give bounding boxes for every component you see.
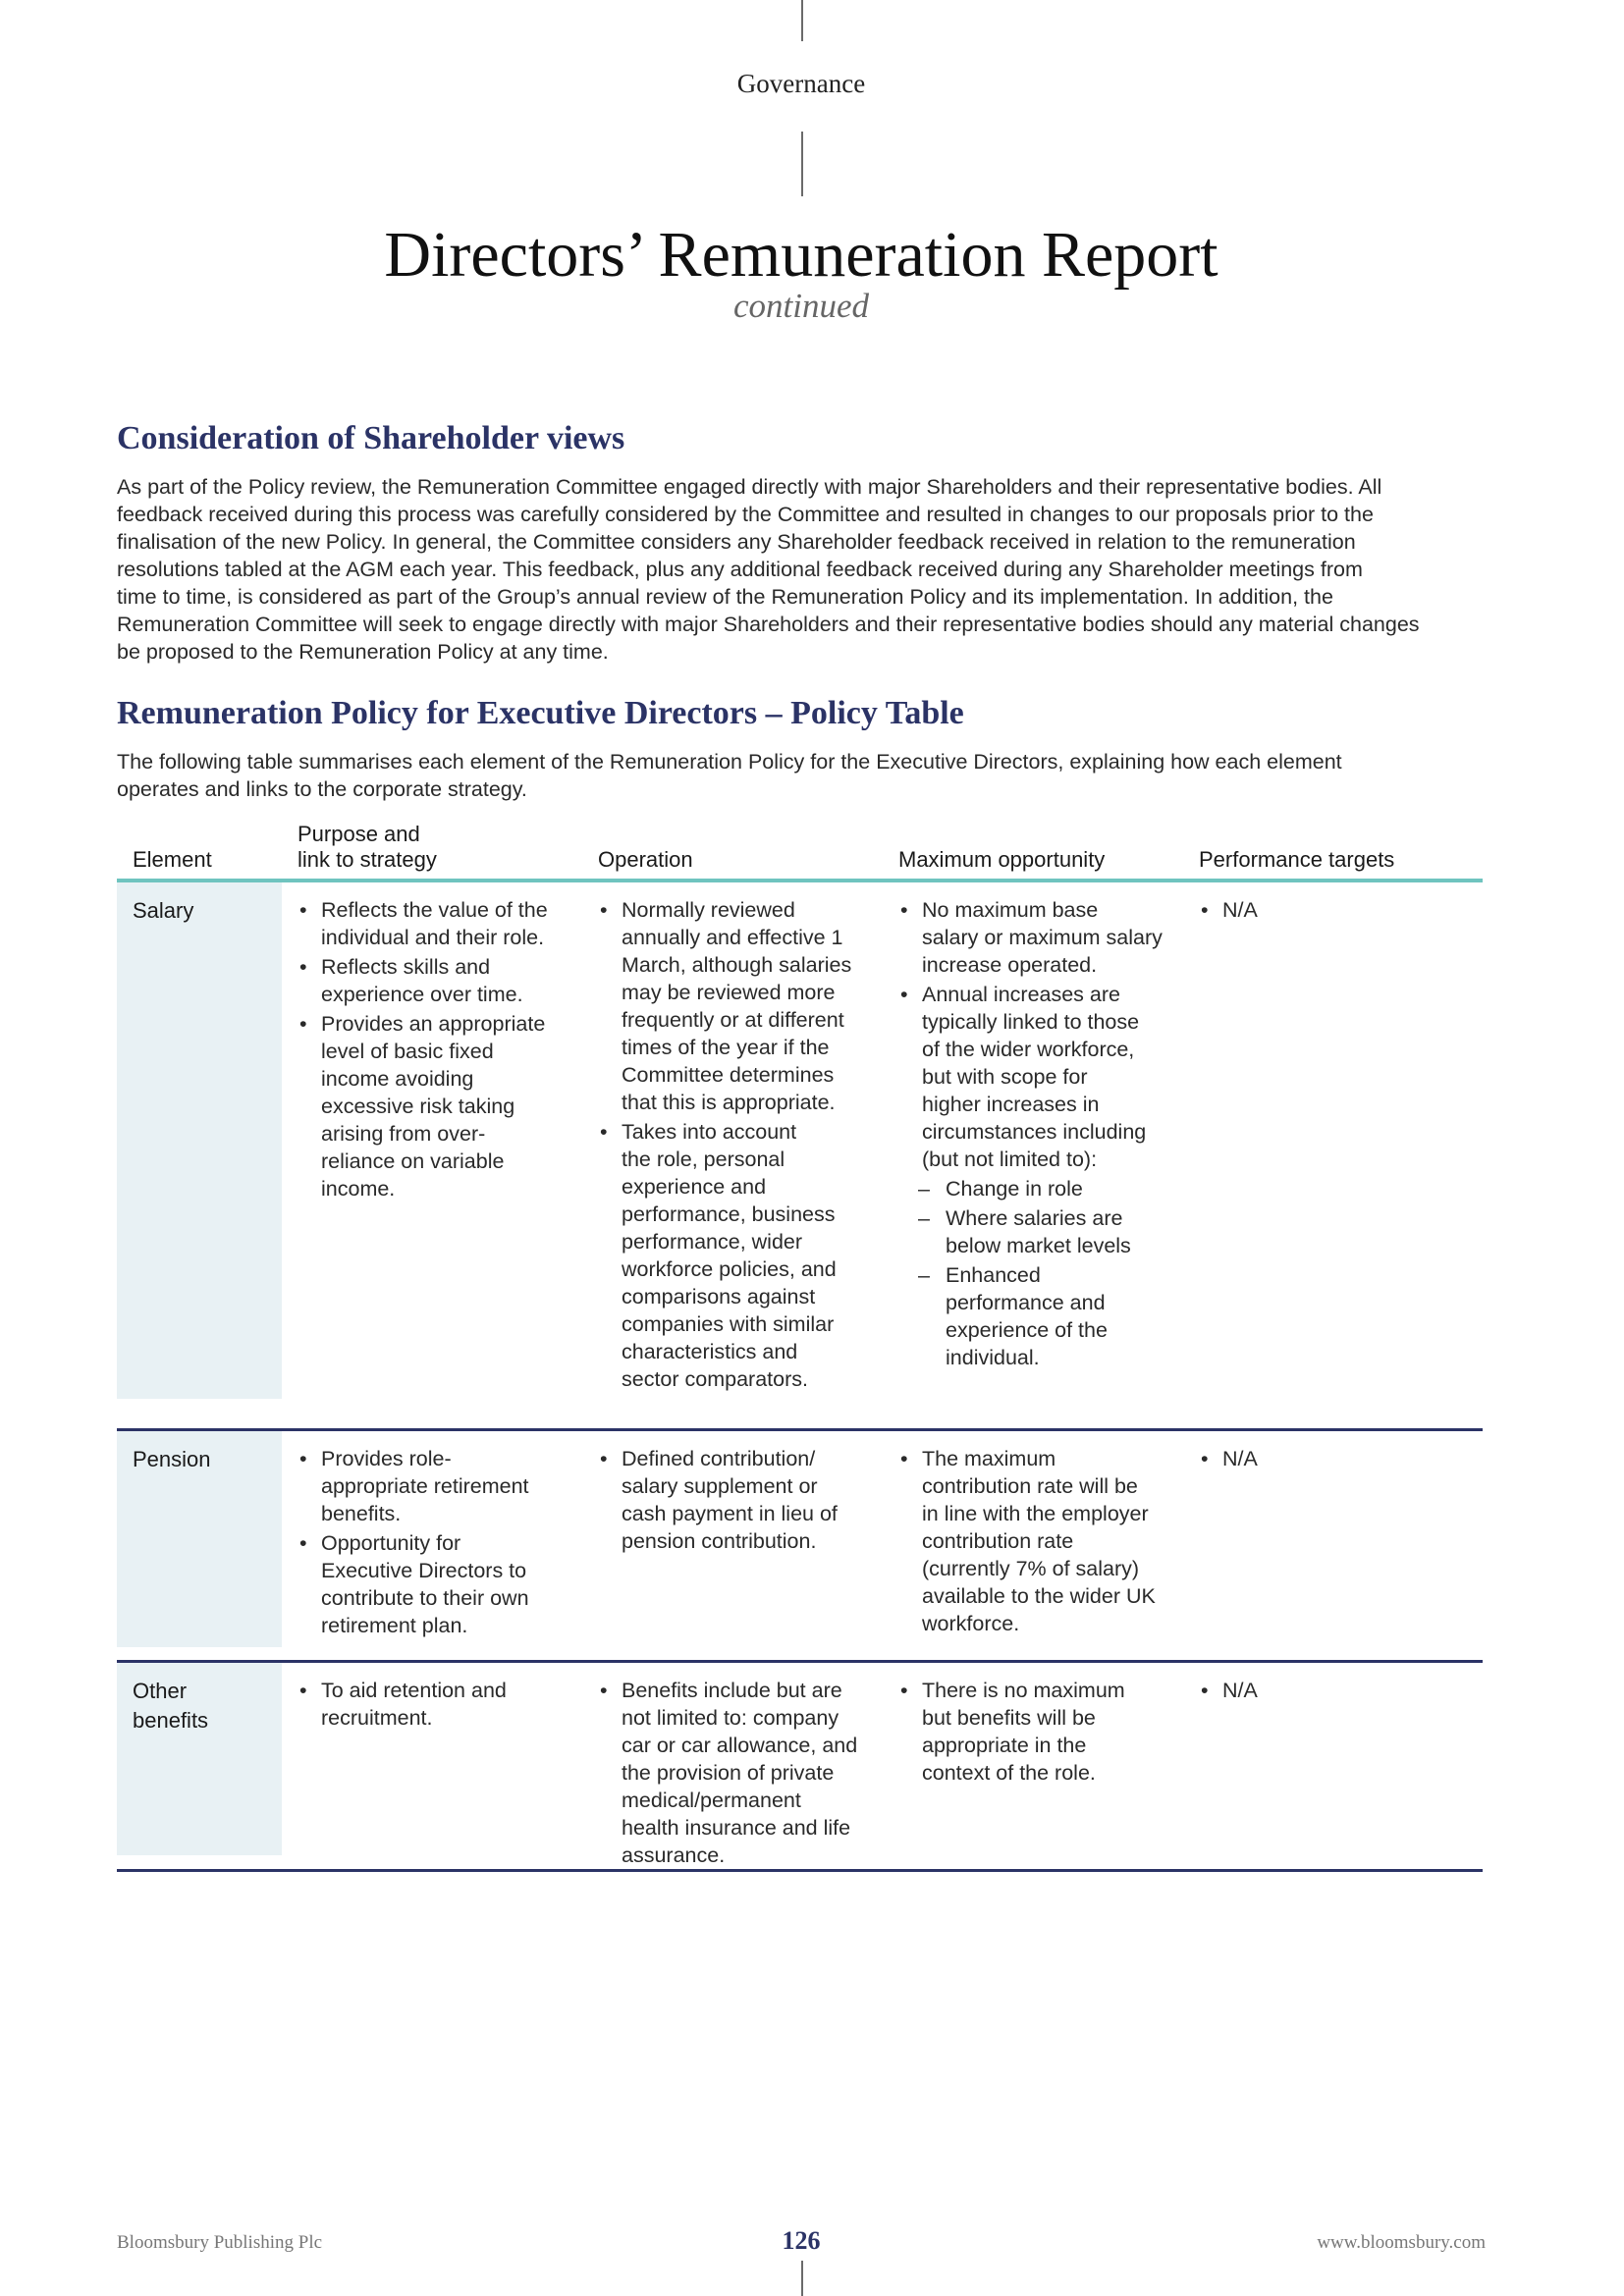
performance-cell [1199, 896, 1474, 926]
list-item-line: benefits. [321, 1502, 402, 1525]
sub-list-item [898, 1204, 1183, 1259]
list-item-line: the role, personal [622, 1148, 785, 1171]
table-bottom-rule [117, 1869, 1483, 1872]
title-divider-line [801, 132, 803, 196]
top-divider-line [801, 0, 803, 41]
list-item-line: • Provides an appropriate [321, 1012, 546, 1036]
list-item-line: contribution rate will be [922, 1474, 1138, 1498]
list-item-line: • Reflects the value of the [321, 898, 548, 922]
purpose-cell [298, 1677, 582, 1734]
list-item-line: Committee determines [622, 1063, 835, 1087]
purpose-cell [298, 896, 582, 1204]
list-item-line: reliance on variable [321, 1149, 505, 1173]
list-item-line: that this is appropriate. [622, 1091, 836, 1114]
list-item-line: available to the wider UK [922, 1584, 1156, 1608]
list-item-line: circumstances including [922, 1120, 1147, 1144]
list-item-line: not limited to: company [622, 1706, 839, 1730]
list-item-line: – Where salaries are [946, 1206, 1123, 1230]
list-item-line: (currently 7% of salary) [922, 1557, 1140, 1580]
table-header [117, 820, 1483, 879]
list-item [1199, 1677, 1474, 1704]
paragraph-line: feedback received during this process was carefully considered by the Committee and resulted in changes to our proposals prior to the [117, 503, 1374, 526]
list-item-line: in line with the employer [922, 1502, 1149, 1525]
sub-list-item [898, 1175, 1183, 1202]
element-label-line: benefits [133, 1708, 209, 1733]
page-subtitle: continued [732, 287, 870, 325]
bottom-divider-line [801, 2261, 803, 2296]
list-item-line: • Takes into account [622, 1120, 797, 1144]
list-item-line: • N/A [1222, 1679, 1258, 1702]
list-item-line: retirement plan. [321, 1614, 468, 1637]
list-item-line: of the wider workforce, [922, 1038, 1135, 1061]
operation-cell [598, 1677, 883, 1871]
list-item-line: performance and [946, 1291, 1106, 1314]
list-item-line: performance, business [622, 1202, 836, 1226]
list-item [1199, 896, 1474, 924]
list-item-line: medical/permanent [622, 1789, 801, 1812]
list-item-line: contribution rate [922, 1529, 1074, 1553]
list-item-line: performance, wider [622, 1230, 803, 1254]
page-number: 126 [782, 2226, 821, 2255]
column-header-operation: Operation [598, 847, 693, 872]
list-item-line: (but not limited to): [922, 1148, 1098, 1171]
operation-cell [598, 896, 883, 1395]
element-label-line: Pension [133, 1447, 211, 1471]
element-label-line: Other [133, 1679, 188, 1703]
list-item-line: Executive Directors to [321, 1559, 527, 1582]
list-item-line: comparisons against [622, 1285, 816, 1308]
list-item [898, 896, 1183, 979]
list-item-line: • N/A [1222, 898, 1258, 922]
list-item-line: but with scope for [922, 1065, 1088, 1089]
list-item-line: cash payment in lieu of [622, 1502, 838, 1525]
list-item-line: pension contribution. [622, 1529, 817, 1553]
sub-list-item [898, 1261, 1183, 1371]
list-item-line: • The maximum [922, 1447, 1056, 1470]
list-item-line: • Provides role- [321, 1447, 452, 1470]
operation-cell [598, 1445, 883, 1557]
list-item [598, 1445, 883, 1555]
list-item-line: workforce. [922, 1612, 1020, 1635]
paragraph-line: As part of the Policy review, the Remuneration Committee engaged directly with major Shareholders and their representative bodies. All [117, 475, 1382, 499]
element-label [133, 1445, 211, 1474]
column-header-performance: Performance targets [1199, 847, 1395, 872]
list-item-line: • Opportunity for [321, 1531, 461, 1555]
list-item [898, 1445, 1183, 1637]
list-item-line: experience over time. [321, 983, 523, 1006]
performance-cell [1199, 1445, 1474, 1474]
column-header-purpose [298, 822, 437, 873]
list-item-line: • Benefits include but are [622, 1679, 842, 1702]
list-item-line: context of the role. [922, 1761, 1096, 1785]
list-item [298, 896, 582, 951]
list-item-line: individual. [946, 1346, 1040, 1369]
list-item-line: characteristics and [622, 1340, 798, 1363]
list-item-line: individual and their role. [321, 926, 545, 949]
list-item-line: higher increases in [922, 1093, 1100, 1116]
list-item [298, 1677, 582, 1732]
page-title: Directors’ Remuneration Report [384, 219, 1218, 291]
paragraph-line: time to time, is considered as part of the Group’s annual review of the Remuneration Policy and its implementation. In addition, the [117, 585, 1333, 609]
list-item-line: • N/A [1222, 1447, 1258, 1470]
list-item-line: • Annual increases are [922, 983, 1120, 1006]
list-item-line: • Normally reviewed [622, 898, 795, 922]
list-item-line: contribute to their own [321, 1586, 529, 1610]
list-item-line: salary supplement or [622, 1474, 818, 1498]
table-row [117, 882, 1483, 1416]
list-item-line: annually and effective 1 [622, 926, 843, 949]
list-item-line: but benefits will be [922, 1706, 1096, 1730]
list-item-line: increase operated. [922, 953, 1098, 977]
list-item [298, 1529, 582, 1639]
purpose-cell [298, 1445, 582, 1641]
list-item-line: experience of the [946, 1318, 1108, 1342]
list-item-line: income. [321, 1177, 396, 1201]
policy-table-intro [117, 748, 1487, 803]
performance-cell [1199, 1677, 1474, 1706]
paragraph-line: operates and links to the corporate strategy. [117, 777, 527, 801]
list-item-line: health insurance and life [622, 1816, 851, 1840]
list-item-line: • To aid retention and [321, 1679, 507, 1702]
list-item [298, 953, 582, 1008]
list-item-line: recruitment. [321, 1706, 433, 1730]
list-item-line: companies with similar [622, 1312, 835, 1336]
element-label [133, 1677, 208, 1735]
list-item-line: below market levels [946, 1234, 1131, 1257]
list-item-line: • No maximum base [922, 898, 1099, 922]
element-label [133, 896, 193, 926]
table-row [117, 1663, 1483, 1867]
list-item-line: level of basic fixed [321, 1040, 494, 1063]
list-item-line: times of the year if the [622, 1036, 830, 1059]
footer-company: Bloomsbury Publishing Plc [117, 2232, 323, 2253]
list-item [298, 1010, 582, 1202]
list-item-line: • Defined contribution/ [622, 1447, 816, 1470]
list-item [898, 1677, 1183, 1787]
paragraph-line: Remuneration Committee will seek to engage directly with major Shareholders and their representative bodies should any material changes [117, 613, 1420, 636]
shareholder-views-heading: Consideration of Shareholder views [117, 420, 625, 456]
list-item-line: March, although salaries [622, 953, 852, 977]
shareholder-views-paragraph [117, 473, 1487, 666]
list-item-line: frequently or at different [622, 1008, 844, 1032]
list-item [598, 896, 883, 1116]
maximum-cell [898, 1445, 1183, 1639]
list-item-line: experience and [622, 1175, 767, 1199]
list-item-line: • Reflects skills and [321, 955, 491, 979]
column-header-purpose-line1: Purpose and [298, 822, 420, 846]
list-item-line: excessive risk taking [321, 1095, 515, 1118]
list-item [1199, 1445, 1474, 1472]
list-item-line: the provision of private [622, 1761, 835, 1785]
list-item-line: appropriate retirement [321, 1474, 529, 1498]
column-header-maximum: Maximum opportunity [898, 847, 1106, 872]
list-item-line: car or car allowance, and [622, 1734, 858, 1757]
list-item-line: income avoiding [321, 1067, 474, 1091]
maximum-cell [898, 1677, 1183, 1789]
list-item [598, 1118, 883, 1393]
list-item [898, 981, 1183, 1173]
element-label-line: Salary [133, 898, 194, 923]
list-item-line: • There is no maximum [922, 1679, 1125, 1702]
element-cell-background [117, 882, 282, 1399]
list-item-line: salary or maximum salary [922, 926, 1163, 949]
list-item-line: – Enhanced [946, 1263, 1041, 1287]
list-item-line: – Change in role [946, 1177, 1083, 1201]
list-item [298, 1445, 582, 1527]
list-item-line: workforce policies, and [622, 1257, 837, 1281]
list-item-line: appropriate in the [922, 1734, 1087, 1757]
policy-table-heading: Remuneration Policy for Executive Directors – Policy Table [117, 695, 964, 731]
paragraph-line: finalisation of the new Policy. In general, the Committee considers any Shareholder feedback received in relation to the remuneration [117, 530, 1356, 554]
list-item-line: arising from over- [321, 1122, 486, 1146]
maximum-cell [898, 896, 1183, 1373]
list-item-line: sector comparators. [622, 1367, 808, 1391]
section-label: Governance [736, 69, 866, 98]
list-item [598, 1677, 883, 1869]
list-item-line: assurance. [622, 1843, 726, 1867]
table-row [117, 1431, 1483, 1647]
paragraph-line: resolutions tabled at the AGM each year. This feedback, plus any additional feedback received during any Shareholder meetings from [117, 558, 1363, 581]
column-header-element: Element [133, 847, 212, 872]
list-item-line: typically linked to those [922, 1010, 1140, 1034]
column-header-purpose-line2: link to strategy [298, 847, 437, 872]
paragraph-line: be proposed to the Remuneration Policy at any time. [117, 640, 609, 664]
footer-website: www.bloomsbury.com [1317, 2232, 1486, 2253]
list-item-line: may be reviewed more [622, 981, 836, 1004]
paragraph-line: The following table summarises each element of the Remuneration Policy for the Executive Directors, explaining how each element [117, 750, 1342, 774]
